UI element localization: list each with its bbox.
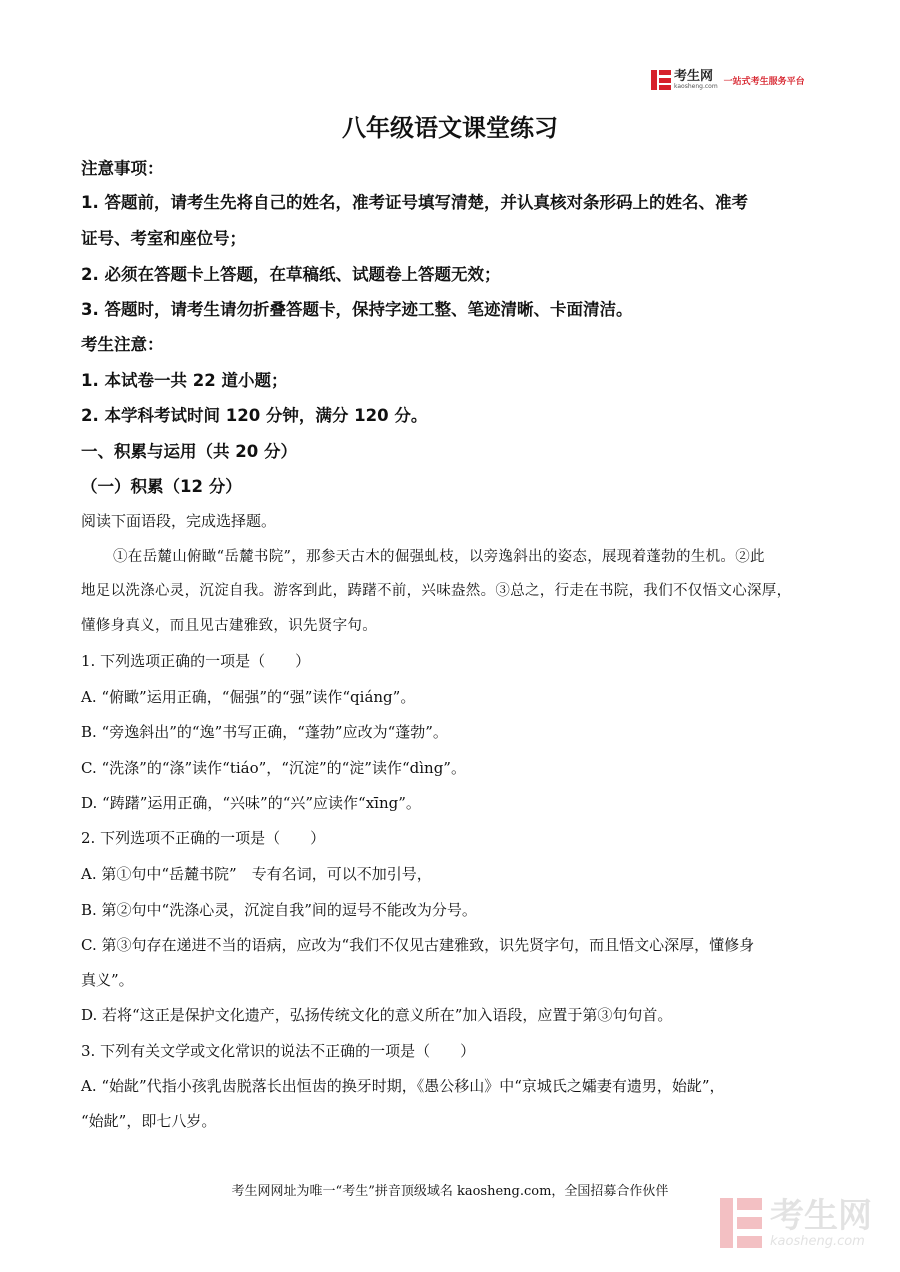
- watermark: [720, 1195, 872, 1249]
- passage-line-1: ①在岳麓山俯瞰“岳麓书院”，那参天古木的倔强虬枝，以旁逸斜出的姿态，展现着蓬勃的生机。②此: [113, 549, 765, 565]
- notice-line-3: 2. 必须在答题卡上答题，在草稿纸、试题卷上答题无效；: [81, 265, 501, 284]
- question-2-option-c-cont: 真义”。: [81, 971, 134, 989]
- reading-instruction: 阅读下面语段，完成选择题。: [81, 512, 277, 530]
- watermark-name: 考生网: [770, 1195, 872, 1236]
- passage-line-2: 地足以洗涤心灵，沉淀自我。游客到此，踌躇不前，兴味盎然。③总之，行走在书院，我们不仅悟文心深厚，: [81, 583, 792, 599]
- candidate-note-1: 1. 本试卷一共 22 道小题；: [81, 371, 288, 390]
- question-2-option-c: C. 第③句存在递进不当的语病，应改为“我们不仅见古建雅致，识先贤字句，而且悟文心深厚，懂修身: [81, 936, 755, 954]
- section-heading: 一、积累与运用（共 20 分）: [81, 442, 297, 461]
- candidate-note-2: 2. 本学科考试时间 120 分钟，满分 120 分。: [81, 406, 428, 425]
- question-2-option-b: B. 第②句中“洗涤心灵，沉淀自我”间的逗号不能改为分号。: [81, 901, 477, 919]
- logo-domain: kaosheng.com: [674, 83, 718, 90]
- subsection-heading: （一）积累（12 分）: [81, 477, 242, 496]
- logo-slogan: 一站式考生服务平台: [723, 76, 805, 87]
- notice-line-2: 证号、考室和座位号；: [81, 229, 246, 248]
- passage-line-3: 懂修身真义，而且见古建雅致，识先贤字句。: [81, 618, 377, 634]
- page-title: 八年级语文课堂练习: [342, 114, 558, 142]
- kaosheng-watermark-icon: [720, 1198, 762, 1248]
- question-3-stem: 3. 下列有关文学或文化常识的说法不正确的一项是（ ）: [81, 1042, 476, 1060]
- question-1-option-b: B. “旁逸斜出”的“逸”书写正确，“蓬勃”应改为“蓬勃”。: [81, 723, 448, 741]
- question-2-option-d: D. 若将“这正是保护文化遗产，弘扬传统文化的意义所在”加入语段，应置于第③句句首。: [81, 1006, 673, 1024]
- notice-line-1: 1. 答题前，请考生先将自己的姓名，准考证号填写清楚，并认真核对条形码上的姓名、准考: [81, 193, 748, 212]
- question-2-stem: 2. 下列选项不正确的一项是（ ）: [81, 829, 326, 847]
- notice-heading: 注意事项：: [81, 159, 164, 178]
- site-logo: [651, 70, 805, 90]
- logo-name: 考生网: [674, 69, 714, 84]
- question-1-stem: 1. 下列选项正确的一项是（ ）: [81, 652, 311, 670]
- watermark-domain: kaosheng.com: [770, 1233, 865, 1249]
- question-2-option-a: A. 第①句中“岳麓书院” 专有名词，可以不加引号，: [81, 865, 432, 883]
- candidate-heading: 考生注意：: [81, 335, 164, 354]
- question-1-option-c: C. “洗涤”的“涤”读作“tiáo”，“沉淀”的“淀”读作“dìng”。: [81, 759, 466, 777]
- notice-line-4: 3. 答题时，请考生请勿折叠答题卡，保持字迹工整、笔迹清晰、卡面清洁。: [81, 300, 633, 319]
- kaosheng-logo-icon: [651, 70, 671, 90]
- question-1-option-a: A. “俯瞰”运用正确，“倔强”的“强”读作“qiáng”。: [81, 688, 416, 706]
- question-1-option-d: D. “踌躇”运用正确，“兴味”的“兴”应读作“xīng”。: [81, 794, 421, 812]
- question-3-option-a-cont: “始龀”，即七八岁。: [81, 1112, 217, 1130]
- page-footer: 考生网网址为唯一“考生”拼音顶级域名 kaosheng.com，全国招募合作伙伴: [231, 1184, 669, 1199]
- question-3-option-a: A. “始龀”代指小孩乳齿脱落长出恒齿的换牙时期，《愚公移山》中“京城氏之孀妻有遗男，始龀”，: [81, 1077, 725, 1095]
